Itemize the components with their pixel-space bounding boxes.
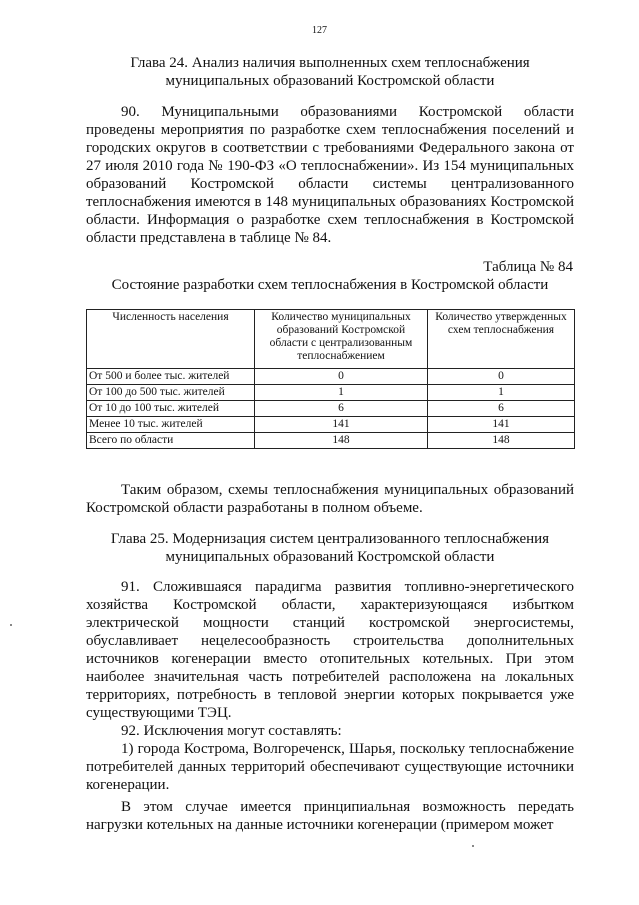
municipalities-count: 1: [255, 385, 428, 401]
chapter-25-heading: [70, 530, 590, 566]
chapter-24-heading: [70, 54, 590, 90]
approved-count: 141: [428, 417, 575, 433]
conclusion-text: Таким образом, схемы теплоснабжения муниципальных образований Костромской области разработаны в полном объеме.: [86, 482, 574, 516]
header-approved-schemes: Количество утвержденных схем теплоснабжения: [428, 310, 575, 369]
table-row: [87, 385, 575, 401]
chapter-24-title-line1: Глава 24. Анализ наличия выполненных схем теплоснабжения: [130, 55, 530, 71]
approved-count: 1: [428, 385, 575, 401]
chapter-25-title-line2: муниципальных образований Костромской области: [165, 549, 495, 565]
paragraph-91-text: 91. Сложившаяся парадигма развития топливно-энергетического хозяйства Костромской области, характеризующаяся избытком электрической мощности станций костромской энергосистемы, обуславливает нецелесообразность строительства дополнительных источников когенерации вместо отопительных котельных. При этом наиболее значительная часть потребителей расположена на локальных территориях, потребность в тепловой энергии которых покрывается уже существующими ТЭЦ.: [86, 579, 574, 721]
paragraph-90-text: 90. Муниципальными образованиями Костромской области проведены мероприятия по разработке схем теплоснабжения поселений и городских округов в соответствии с требованиями Федерального закона от 27 июля 2010 года № 190-ФЗ «О теплоснабжении». Из 154 муниципальных образований Костромской области системы централизованного теплоснабжения имеются в 148 муниципальных образованиях Костромской области. Информация о разработке схем теплоснабжения в Костромской области представлена в таблице № 84.: [86, 104, 574, 246]
table-row: [87, 369, 575, 385]
conclusion-paragraph: [86, 481, 574, 517]
municipalities-count: 6: [255, 401, 428, 417]
chapter-24-title-line2: муниципальных образований Костромской области: [165, 73, 495, 89]
list-item-1: 1) города Кострома, Волгореченск, Шарья, поскольку теплоснабжение потребителей данных территорий обеспечивают существующие источники когенерации.: [86, 741, 574, 793]
scan-speck: [472, 845, 474, 847]
paragraph-91: [86, 578, 574, 834]
paragraph-last: В этом случае имеется принципиальная возможность передать нагрузки котельных на данные источники когенерации (примером может: [86, 799, 574, 833]
page-number: 127: [312, 25, 327, 36]
municipalities-count: 0: [255, 369, 428, 385]
municipalities-count: 148: [255, 433, 428, 449]
approved-count: 6: [428, 401, 575, 417]
paragraph-90: [86, 103, 574, 247]
header-population: Численность населения: [87, 310, 255, 369]
table-header-row: [87, 310, 575, 369]
table-title: Состояние разработки схем теплоснабжения в Костромской области: [111, 277, 549, 293]
approved-count: 148: [428, 433, 575, 449]
heat-supply-schemes-table: [86, 309, 575, 449]
row-label: От 500 и более тыс. жителей: [87, 369, 255, 385]
table-row: [87, 401, 575, 417]
municipalities-count: 141: [255, 417, 428, 433]
row-label: От 100 до 500 тыс. жителей: [87, 385, 255, 401]
approved-count: 0: [428, 369, 575, 385]
chapter-25-title-line1: Глава 25. Модернизация систем централизованного теплоснабжения: [110, 531, 550, 547]
table-row: [87, 417, 575, 433]
scan-speck: [10, 624, 12, 626]
paragraph-92-text: 92. Исключения могут составлять:: [121, 723, 342, 739]
header-municipalities: Количество муниципальных образований Костромской области с централизованным теплоснабжением: [255, 310, 428, 369]
row-label: От 10 до 100 тыс. жителей: [87, 401, 255, 417]
table-total-row: [87, 433, 575, 449]
row-label: Всего по области: [87, 433, 255, 449]
row-label: Менее 10 тыс. жителей: [87, 417, 255, 433]
table-number: Таблица № 84: [483, 259, 573, 275]
